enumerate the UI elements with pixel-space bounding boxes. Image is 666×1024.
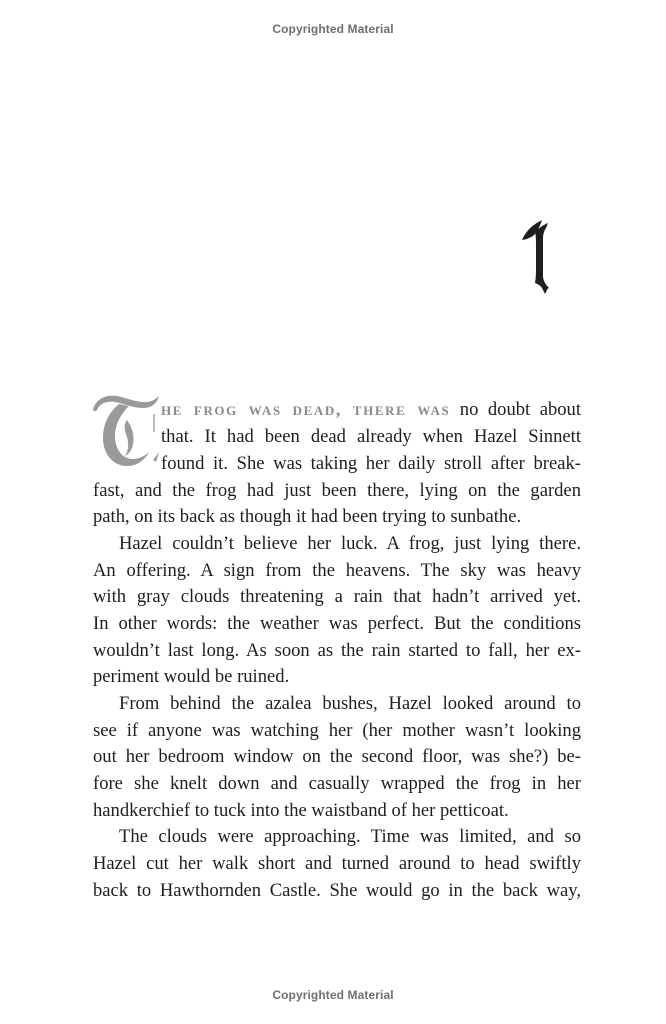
text-line: Hazel cut her walk short and turned around to head swiftly [93, 853, 581, 874]
copyright-watermark-bottom: Copyrighted Material [272, 988, 394, 1002]
text-line: Hazel couldn’t believe her luck. A frog, just lying there. [119, 533, 581, 554]
text-line: fore she knelt down and casually wrapped the frog in her [93, 773, 581, 794]
chapter-one-numeral-icon [508, 212, 568, 302]
chapter-number [508, 212, 568, 302]
opening-small-caps: he frog was dead, there was [161, 399, 451, 419]
text-line: periment would be ruined. [93, 666, 290, 687]
copyright-watermark-top: Copyrighted Material [272, 22, 394, 36]
text-line: An offering. A sign from the heavens. The sky was heavy [93, 560, 581, 581]
text-line: The clouds were approaching. Time was limited, and so [119, 826, 581, 847]
text-line: path, on its back as though it had been trying to sunbathe. [93, 506, 522, 527]
text-line: From behind the azalea bushes, Hazel looked around to [119, 693, 581, 714]
text-line: that. It had been dead already when Hazel Sinnett [161, 426, 581, 447]
text-line: back to Hawthornden Castle. She would go in the back way, [93, 880, 581, 901]
drop-cap-letter [89, 390, 161, 472]
ornamental-t-drop-cap-icon [89, 390, 161, 472]
text-line: In other words: the weather was perfect. But the conditions [93, 613, 581, 634]
text-line: found it. She was taking her daily stroll after break- [161, 453, 581, 474]
text-line: handkerchief to tuck into the waistband of her petticoat. [93, 800, 509, 821]
text-line: fast, and the frog had just been there, lying on the garden [93, 480, 581, 501]
text-line: out her bedroom window on the second floor, was she?) be- [93, 746, 581, 767]
text-line: with gray clouds threatening a rain that hadn’t arrived yet. [93, 586, 581, 607]
text-line: he frog was dead, there was no doubt about [161, 399, 582, 420]
text-line: wouldn’t last long. As soon as the rain started to fall, her ex- [93, 640, 581, 661]
text-line: see if anyone was watching her (her mother wasn’t looking [93, 720, 581, 741]
